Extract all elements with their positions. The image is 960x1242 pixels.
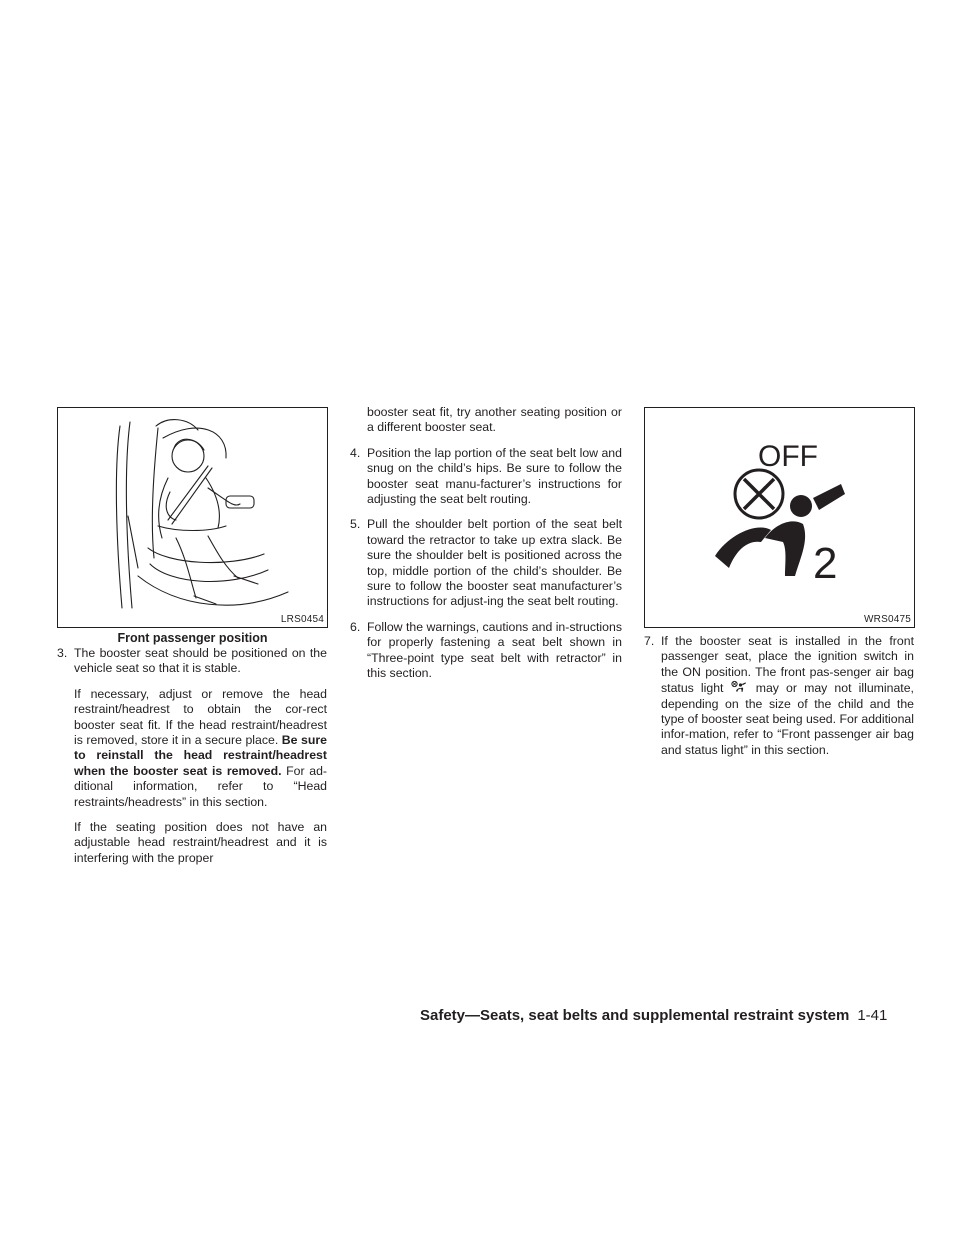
figure-booster-seat (57, 407, 328, 628)
figure-code: WRS0475 (864, 614, 911, 625)
list-item: 7. If the booster seat is installed in the front passenger seat, place the ignition switch in the ON position. The front pas-senger air bag status light may or may not illuminate, depending on the size of the child and the type of booster seat being used. For additional infor-mation, refer to “Front passenger air bag and status light” in this section. (644, 634, 914, 757)
off-text: OFF (758, 440, 818, 473)
booster-seat-illustration (58, 408, 327, 627)
airbag-off-illustration (645, 408, 914, 627)
warning-bold-text: Be sure to reinstall the head restraint/headrest when the booster seat is removed. (74, 733, 327, 778)
paragraph: If necessary, adjust or remove the head restraint/headrest to obtain the cor-rect booster seat fit. If the head restraint/headrest is removed, store it in a secure place. Be sure to reinstall the head restraint/headrest when the booster seat is removed. For ad-ditional information, refer to “Head restraints/headrests” in this section. (74, 686, 327, 809)
page-number: 1-41 (857, 1007, 888, 1024)
paragraph: If the seating position does not have an adjustable head restraint/headrest and it is interfering with the proper (74, 820, 327, 865)
column-3 (644, 634, 914, 758)
figure-caption: Front passenger position (117, 631, 268, 645)
airbag-status-icon (731, 680, 749, 694)
seat-number-text: 2 (813, 539, 838, 588)
paragraph: booster seat fit, try another seating position or a different booster seat. (367, 405, 622, 435)
list-item: 6. Follow the warnings, cautions and in-structions for properly fastening a seat belt shown in “Three-point type seat belt with retractor” in this section. (350, 619, 622, 681)
footer-section-title: Safety—Seats, seat belts and supplemental restraint system (420, 1007, 850, 1024)
list-item: 4. Position the lap portion of the seat belt low and snug on the child’s hips. Be sure to follow the booster seat manu-facturer’s instructions for adjusting the seat belt routing. (350, 445, 622, 507)
list-item: 3. The booster seat should be positioned on the vehicle seat so that it is stable. (57, 646, 327, 676)
column-1 (57, 646, 327, 866)
figure-airbag-off-light (644, 407, 915, 628)
list-item: 5. Pull the shoulder belt portion of the seat belt toward the retractor to take up extra slack. Be sure the shoulder belt is positioned across the top, middle portion of the child’s shoulder. Be sure to follow the booster seat manufacturer’s instructions for adjust-ing the seat belt routing. (350, 517, 622, 609)
column-2 (350, 405, 622, 682)
page-footer (420, 1007, 916, 1024)
figure-code: LRS0454 (280, 614, 324, 625)
